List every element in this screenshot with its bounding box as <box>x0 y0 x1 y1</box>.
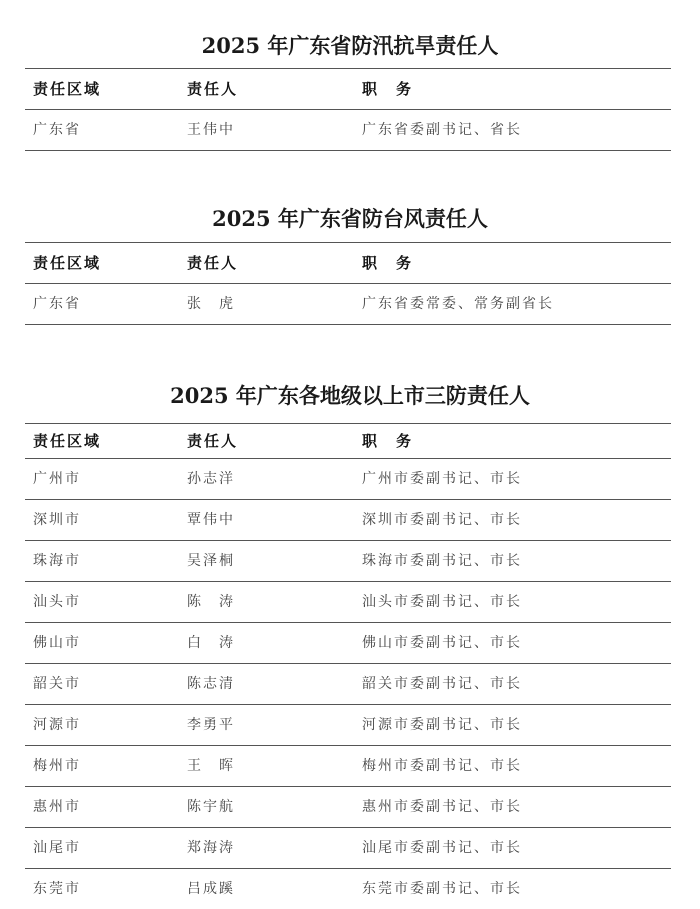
cell-region: 珠海市 <box>33 553 81 569</box>
table-row <box>25 786 671 827</box>
section-title: 2025 年广东省防台风责任人 <box>212 206 488 231</box>
cell-region: 汕头市 <box>33 594 81 610</box>
cell-region: 汕尾市 <box>33 840 81 856</box>
section-title: 2025 年广东各地级以上市三防责任人 <box>170 383 530 408</box>
table-row <box>25 110 671 151</box>
cell-person: 吴泽桐 <box>187 553 235 569</box>
cell-person: 王 晖 <box>187 758 235 774</box>
table-row <box>25 704 671 745</box>
cell-position: 惠州市委副书记、市长 <box>362 799 522 815</box>
cell-person: 王伟中 <box>187 122 235 138</box>
table-body <box>25 459 671 909</box>
table-header-row <box>25 423 671 459</box>
cell-region: 广州市 <box>33 471 81 487</box>
cell-region: 佛山市 <box>33 635 81 651</box>
cell-position: 珠海市委副书记、市长 <box>362 553 522 569</box>
cell-region: 广东省 <box>33 122 81 138</box>
table-flood-drought <box>25 68 671 151</box>
cell-position: 广东省委常委、常务副省长 <box>362 296 554 312</box>
cell-region: 河源市 <box>33 717 81 733</box>
header-position: 职 务 <box>362 254 414 272</box>
header-position: 职 务 <box>362 432 414 450</box>
cell-position: 梅州市委副书记、市长 <box>362 758 522 774</box>
table-header-row <box>25 242 671 284</box>
table-city-three-defense <box>25 423 671 909</box>
cell-person: 吕成蹊 <box>187 881 235 897</box>
header-person: 责任人 <box>187 254 239 272</box>
cell-region: 梅州市 <box>33 758 81 774</box>
cell-position: 佛山市委副书记、市长 <box>362 635 522 651</box>
cell-person: 郑海涛 <box>187 840 235 856</box>
header-person: 责任人 <box>187 432 239 450</box>
cell-position: 广东省委副书记、省长 <box>362 122 522 138</box>
cell-position: 韶关市委副书记、市长 <box>362 676 522 692</box>
cell-region: 惠州市 <box>33 799 81 815</box>
table-row <box>25 284 671 325</box>
cell-person: 孙志洋 <box>187 471 235 487</box>
cell-person: 白 涛 <box>187 635 235 651</box>
cell-person: 陈 涛 <box>187 594 235 610</box>
section-title: 2025 年广东省防汛抗旱责任人 <box>201 33 499 58</box>
cell-position: 东莞市委副书记、市长 <box>362 881 522 897</box>
table-typhoon <box>25 242 671 325</box>
cell-person: 覃伟中 <box>187 512 235 528</box>
cell-region: 韶关市 <box>33 676 81 692</box>
table-row <box>25 581 671 622</box>
table-row <box>25 459 671 499</box>
table-row <box>25 499 671 540</box>
cell-position: 汕尾市委副书记、市长 <box>362 840 522 856</box>
cell-region: 深圳市 <box>33 512 81 528</box>
cell-person: 张 虎 <box>187 296 235 312</box>
cell-person: 陈志清 <box>187 676 235 692</box>
table-row <box>25 827 671 868</box>
table-row <box>25 868 671 909</box>
header-region: 责任区域 <box>33 254 102 272</box>
cell-person: 陈宇航 <box>187 799 235 815</box>
header-position: 职 务 <box>362 80 414 98</box>
cell-position: 汕头市委副书记、市长 <box>362 594 522 610</box>
section-city-three-defense <box>0 380 700 410</box>
table-row <box>25 745 671 786</box>
cell-region: 东莞市 <box>33 881 81 897</box>
cell-position: 深圳市委副书记、市长 <box>362 512 522 528</box>
table-row <box>25 622 671 663</box>
header-person: 责任人 <box>187 80 239 98</box>
header-region: 责任区域 <box>33 432 102 450</box>
cell-person: 李勇平 <box>187 717 235 733</box>
section-typhoon <box>0 203 700 233</box>
cell-position: 广州市委副书记、市长 <box>362 471 522 487</box>
table-row <box>25 540 671 581</box>
cell-region: 广东省 <box>33 296 81 312</box>
cell-position: 河源市委副书记、市长 <box>362 717 522 733</box>
header-region: 责任区域 <box>33 80 102 98</box>
table-row <box>25 663 671 704</box>
section-flood-drought <box>0 30 700 60</box>
table-header-row <box>25 68 671 110</box>
